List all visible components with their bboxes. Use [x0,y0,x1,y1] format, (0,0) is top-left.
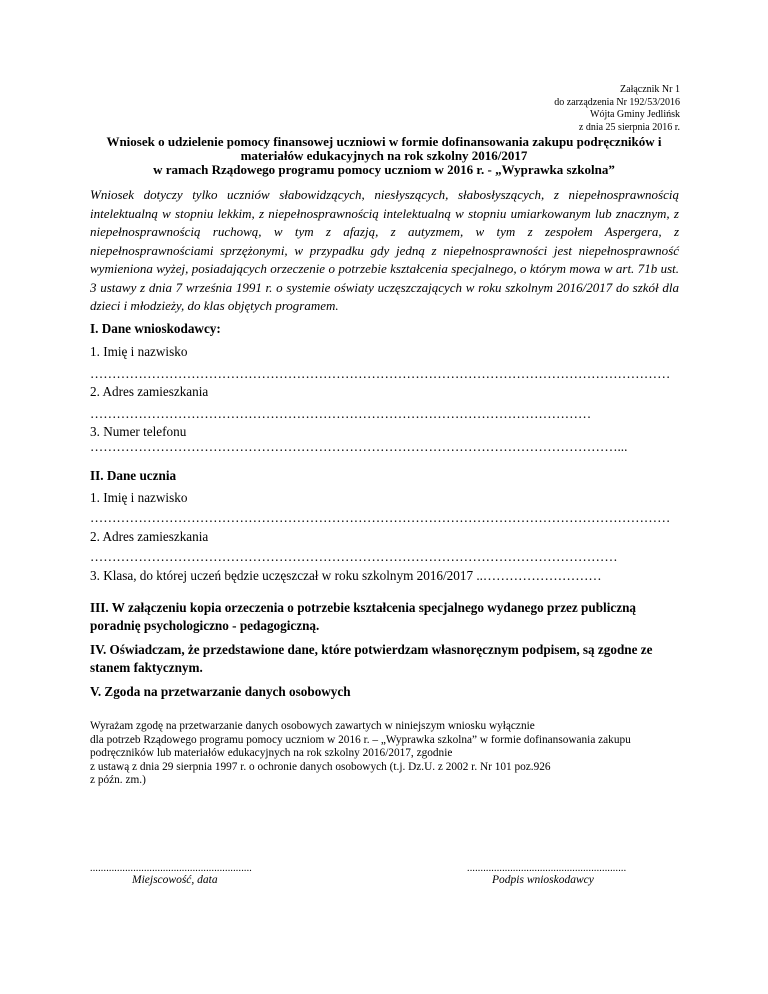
student-name-label: 1. Imię i nazwisko [90,490,188,505]
section-4-heading: IV. Oświadczam, że przedstawione dane, które potwierdzam własnoręcznym podpisem, są zgodne ze stanem faktycznym. [90,642,653,675]
student-class-field[interactable]: 3. Klasa, do której uczeń będzie uczęszczał w roku szkolnym 2016/2017 ..……………………… [90,568,602,583]
annex-line-2: do zarządzenia Nr 192/53/2016 [554,96,680,108]
applicant-phone-label: 3. Numer telefonu [90,424,187,439]
signature-label: Podpis wnioskodawcy [492,874,594,886]
signature-line[interactable]: ........................................................... [467,864,627,874]
place-date-label: Miejscowość, data [132,874,218,886]
section-2-heading: II. Dane ucznia [90,468,177,483]
annex-line-1: Załącznik Nr 1 [620,84,680,95]
student-address-field[interactable]: ………………………………………………………………………………………………………… [90,549,618,564]
student-name-field[interactable]: …………………………………………………………………………………………………………………… [90,510,671,525]
annex-reference [554,84,680,134]
title-line-1: Wniosek o udzielenie pomocy finansowej uczniowi w formie dofinansowania zakupu podręczników i [106,134,662,149]
title-line-3: w ramach Rządowego programu pomocy uczniom w 2016 r. - „Wyprawka szkolna” [153,162,615,177]
student-address-label: 2. Adres zamieszkania [90,529,209,544]
section-3-heading: III. W załączeniu kopia orzeczenia o potrzebie kształcenia specjalnego wydanego przez publiczną poradnię psychologiczno - pedagogiczną. [90,600,637,633]
applicant-name-label: 1. Imię i nazwisko [90,344,188,359]
applicant-phone-field[interactable]: …………………………………………………………………………………………………………... [90,439,628,454]
consent-text: Wyrażam zgodę na przetwarzanie danych osobowych zawartych w niniejszym wniosku wyłącznie dla potrzeb Rządowego programu pomocy uczniom w 2016 r. – „Wyprawka szkolna” w formie dofinansowania zakupu podręczników lub materiałów edukacyjnych na rok szkolny 2016/2017, zgodnie z ustawą z dnia 29 sierpnia 1997 r. o ochronie danych osobowych (t.j. Dz.U. z 2002 r. Nr 101 poz.926 z późn. zm.) [90,720,631,787]
title-line-2: materiałów edukacyjnych na rok szkolny 2016/2017 [240,148,528,163]
document-title [90,135,678,177]
applicant-address-field[interactable]: …………………………………………………………………………………………………… [90,406,592,421]
applicant-address-label: 2. Adres zamieszkania [90,384,209,399]
annex-line-3: Wójta Gminy Jedlińsk [590,109,680,120]
annex-line-4: z dnia 25 sierpnia 2016 r. [578,121,680,133]
place-date-line[interactable]: ............................................................ [90,864,252,874]
applicant-name-field[interactable]: …………………………………………………………………………………………………………………… [90,366,671,381]
section-1-heading: I. Dane wnioskodawcy: [90,321,221,336]
intro-paragraph: Wniosek dotyczy tylko uczniów słabowidzących, niesłyszących, słabosłyszących, z niepełnosprawnością intelektualną w stopniu lekkim, z niepełnosprawnością intelektualną w stopniu umiarkowanym lub znacznym, z niepełnosprawnością ruchową, w tym z afazją, z autyzmem, w tym z zespołem Aspergera, z niepełnosprawnościami sprzężonymi, w przypadku gdy jedną z niepełnosprawności jest niepełnosprawność wymieniona wyżej, posiadających orzeczenie o potrzebie kształcenia specjalnego, o którym mowa w art. 71b ust. 3 ustawy z dnia 7 września 1991 r. o systemie oświaty uczęszczających w roku szkolnym 2016/2017 do szkół dla dzieci i młodzieży, do klas objętych programem. [90,187,679,313]
section-5-heading: V. Zgoda na przetwarzanie danych osobowych [90,684,351,699]
